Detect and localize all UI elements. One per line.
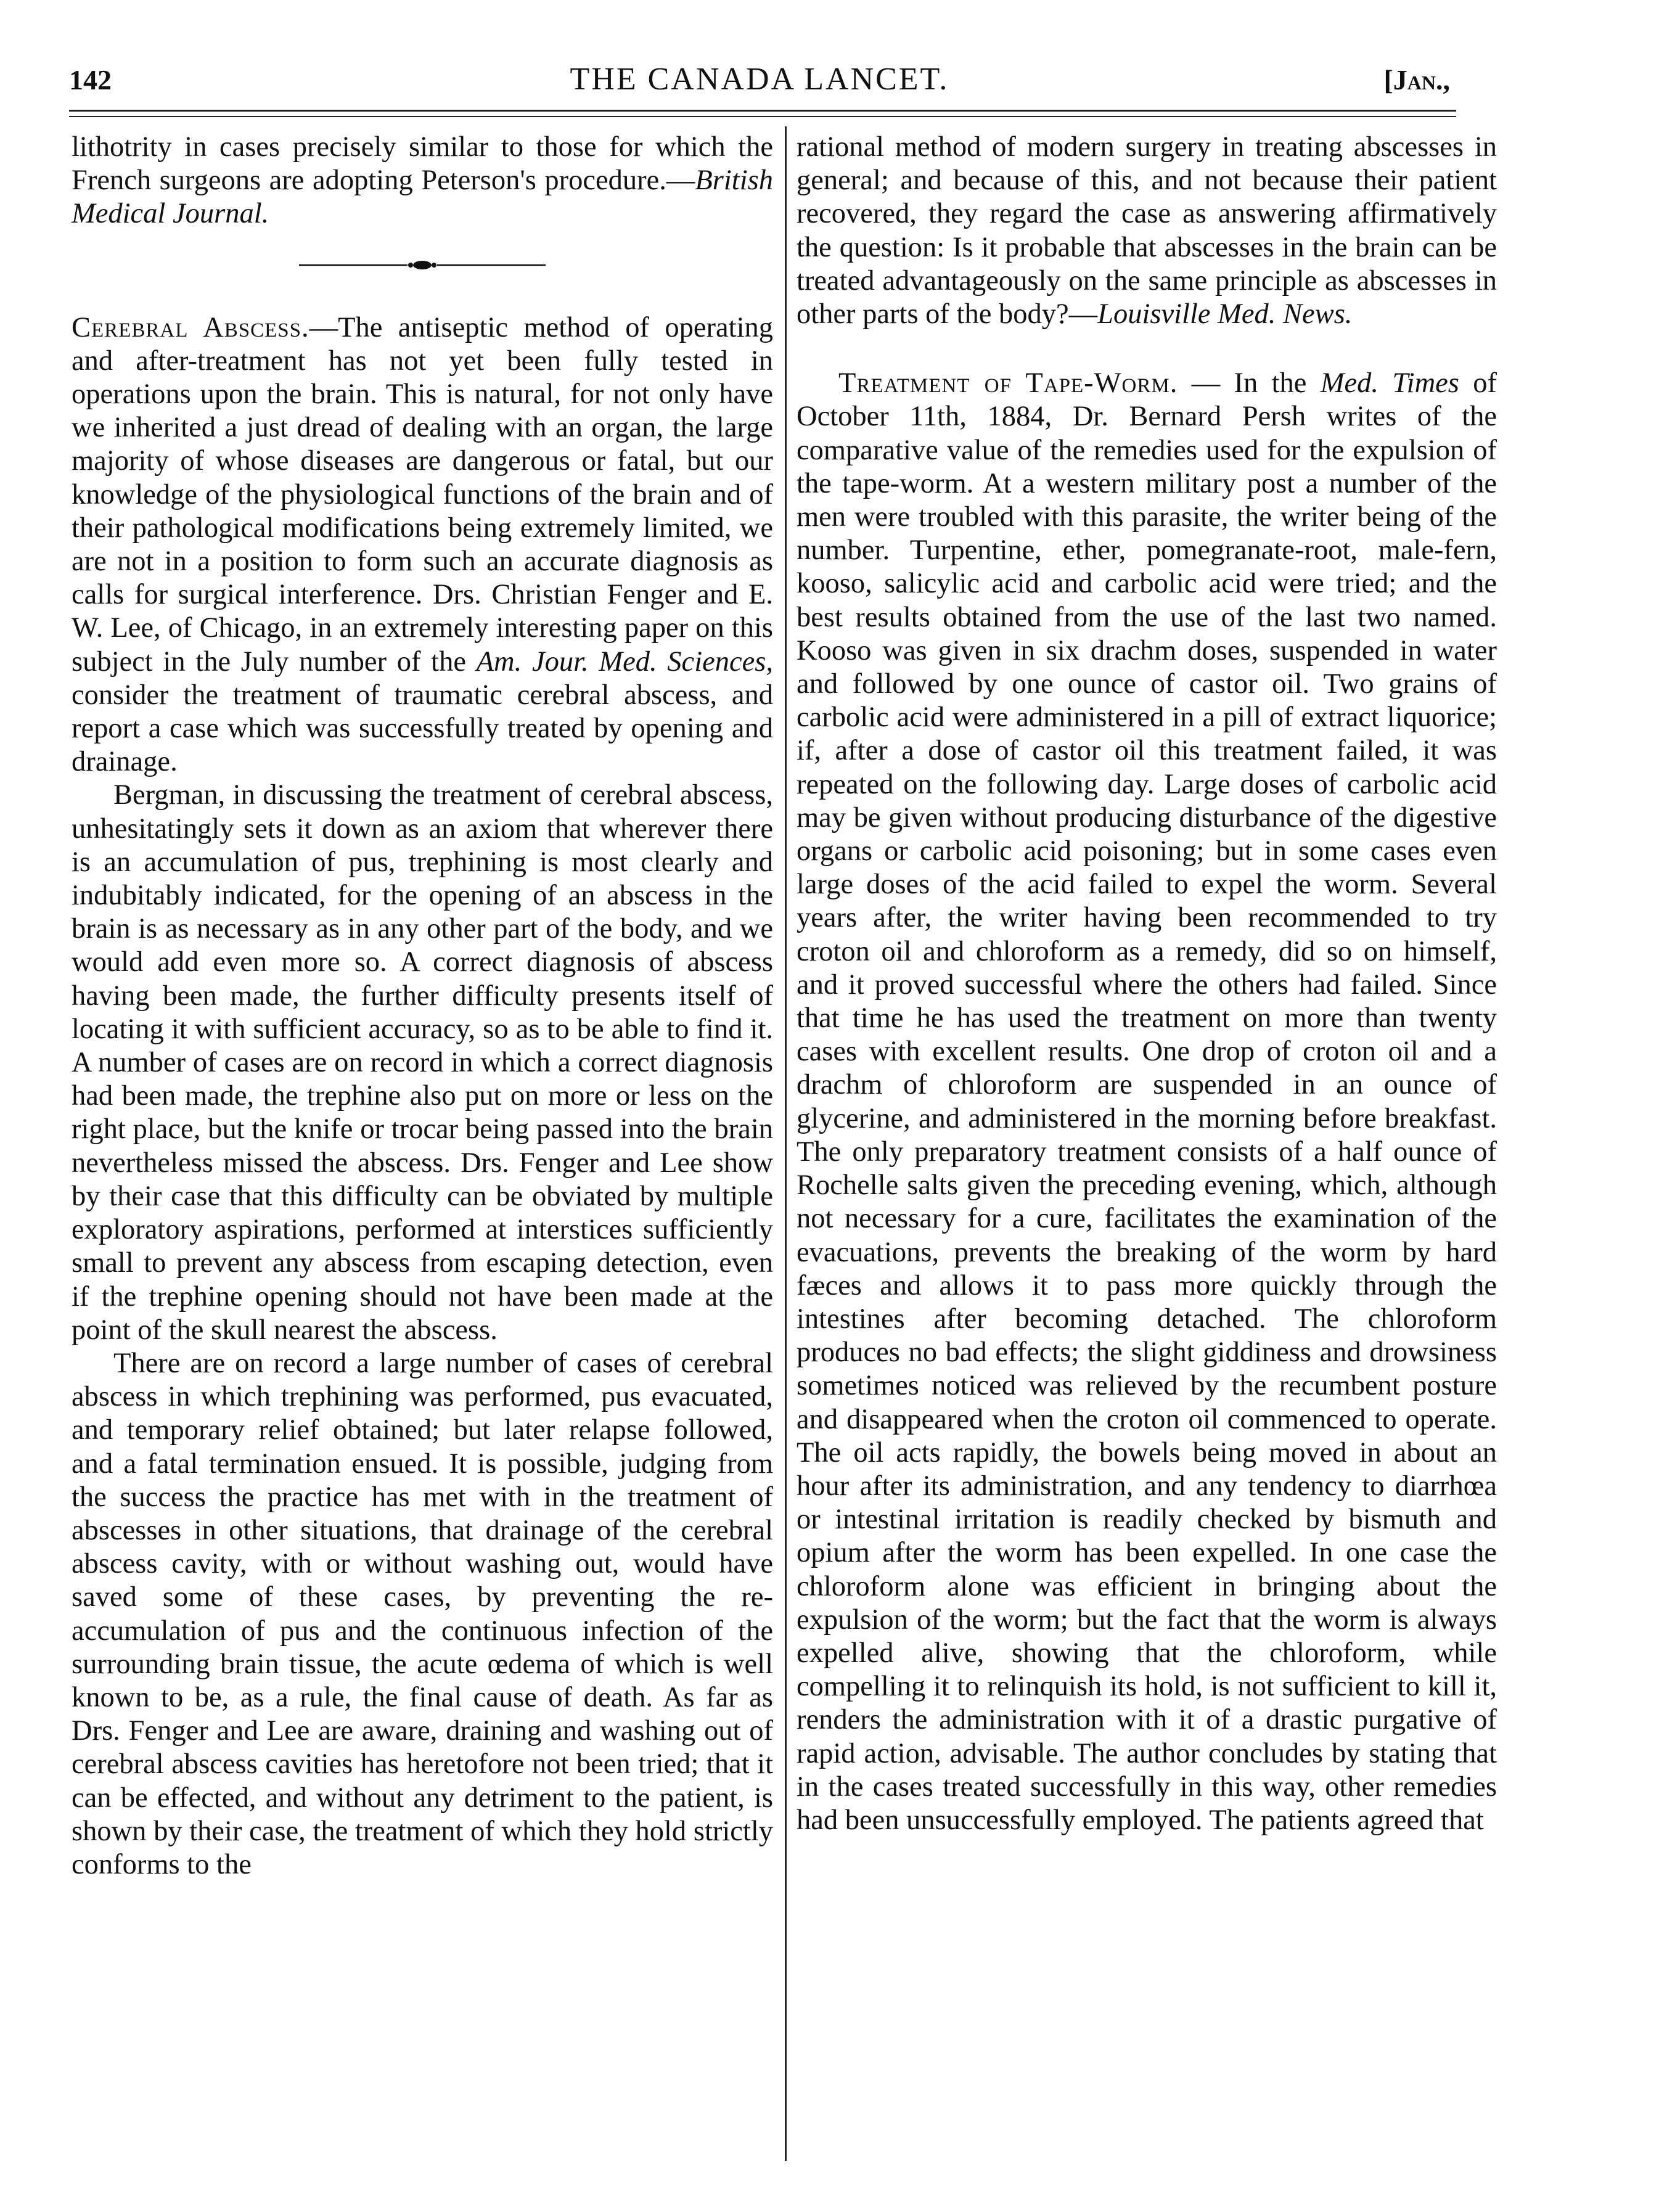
right-column bbox=[797, 131, 1497, 1837]
journal-citation: Am. Jour. Med. Sciences, bbox=[476, 645, 773, 678]
article-text: — In the bbox=[1178, 367, 1321, 399]
header-rule-secondary bbox=[69, 116, 1456, 117]
column-divider bbox=[785, 126, 787, 2161]
article-text: of October 11th, 1884, Dr. Bernard Persh writes of the comparative value of the remedies used for the expulsion of the tape-worm. At a western military post a number of the men were troubled with this parasite, the writer being of the number. Turpentine, ether, pomegranate-root, male-fern, kooso, salicylic acid and carbolic acid were tried; and the best results obtained from the use of the last two named. Kooso was given in six drachm doses, suspended in water and followed by one ounce of castor oil. Two grains of carbolic acid were administered in a pill of extract liquorice; if, after a dose of castor oil this treatment failed, it was repeated on the following day. Large doses of carbolic acid may be given without producing disturbance of the digestive organs or carbolic acid poisoning; but in some cases even large doses of the acid failed to expel the worm. Several years after, the writer having been recommended to try croton oil and chloroform as a remedy, did so on himself, and it proved successful where the others had failed. Since that time he has used the treatment on more than twenty cases with excellent results. One drop of croton oil and a drachm of chloroform are suspended in an ounce of glycerine, and administered in the morning before breakfast. The only preparatory treatment consists of a half ounce of Rochelle salts given the preceding evening, which, although not necessary for a cure, facilitates the examination of the evacuations, prevents the breaking of the worm by hard fæces and allows it to pass more quickly through the intestines after becoming detached. The chloroform produces no bad effects; the slight giddiness and drowsiness sometimes noticed was relieved by the recumbent posture and disappeared when the croton oil commenced to operate. The oil acts rapidly, the bowels being moved in about an hour after its administration, and any tendency to diarrhœa or intestinal irritation is readily checked by bismuth and opium after the worm has been expelled. In one case the chloroform alone was efficient in bringing about the expulsion of the worm; but the fact that the worm is always expelled alive, showing that the chloroform, while compelling it to relinquish its hold, is not sufficient to kill it, renders the administration with it of a drastic purgative of rapid action, advisable. The author concludes by stating that in the cases treated successfully in this way, other remedies had been unsuccessfully employed. The patients agreed that bbox=[797, 367, 1497, 1836]
header-rule bbox=[69, 110, 1456, 112]
article-paragraph: There are on record a large number of cases of cerebral abscess in which trephining was performed, pus evacuated, and temporary relief obtained; but later relapse followed, and a fatal termination ensued. It is possible, judging from the success the practice has met with in the treatment of abscesses in other situations, that drainage of the cerebral abscess cavity, with or without washing out, would have saved some of these cases, by preventing the re-accumulation of pus and the continuous infection of the surrounding brain tissue, the acute œdema of which is well known to be, as a rule, the final cause of death. As far as Drs. Fenger and Lee are aware, draining and washing out of cerebral abscess cavities has heretofore not been tried; that it can be effected, and without any detriment to the patient, is shown by their case, the treatment of which they hold strictly conforms to the bbox=[72, 1347, 773, 1880]
left-column bbox=[72, 131, 773, 1882]
article-text: consider the treatment of traumatic cerebral abscess, and report a case which was successfully treated by opening and drainage. bbox=[72, 679, 773, 778]
continuation-paragraph bbox=[797, 131, 1497, 331]
section-ornament bbox=[293, 257, 552, 273]
page-number: 142 bbox=[69, 64, 112, 96]
article-paragraph bbox=[797, 367, 1497, 1837]
source-citation: British Medical Journal. bbox=[72, 165, 773, 230]
source-citation: Louisville Med. News. bbox=[1097, 298, 1353, 330]
article-paragraph bbox=[72, 311, 773, 779]
continuation-text: lithotrity in cases precisely similar to those for which the French surgeons are adopting Peterson's procedure.— bbox=[72, 131, 773, 197]
issue-label: [Jan., bbox=[1383, 64, 1450, 96]
article-title: Treatment of Tape-Worm. bbox=[838, 367, 1178, 399]
article-title: Cerebral Abscess. bbox=[72, 311, 309, 343]
article-paragraph: Bergman, in discussing the treatment of cerebral abscess, unhesitatingly sets it down as an axiom that wherever there is an accumulation of pus, trephining is most clearly and indubitably indicated, for the opening of an abscess in the brain is as necessary as in any other part of the body, and we would add even more so. A correct diagnosis of abscess having been made, the further difficulty presents itself of locating it with sufficient accuracy, so as to be able to find it. A number of cases are on record in which a correct diagnosis had been made, the trephine also put on more or less on the right place, but the knife or trocar being passed into the brain nevertheless missed the abscess. Drs. Fenger and Lee show by their case that this difficulty can be obviated by multiple exploratory aspirations, performed at interstices sufficiently small to prevent any abscess from escaping detection, even if the trephine opening should not have been made at the point of the skull nearest the abscess. bbox=[72, 779, 773, 1346]
journal-title: THE CANADA LANCET. bbox=[570, 62, 949, 97]
continuation-text: rational method of modern surgery in treating abscesses in general; and because of this, and not because their patient recovered, they regard the case as answering affirmatively the question: Is it probable that abscesses in the brain can be treated advantageously on the same principle as abscesses in other parts of the body?— bbox=[797, 131, 1497, 330]
journal-citation: Med. Times bbox=[1320, 367, 1459, 399]
continuation-paragraph bbox=[72, 131, 773, 231]
article-text: —The antiseptic method of operating and after-treatment has not yet been fully tested in operations upon the brain. This is natural, for not only have we inherited a just dread of dealing with an organ, the large majority of whose diseases are dangerous or fatal, but our knowledge of the physiological functions of the brain and of their pathological modifications being extremely limited, we are not in a position to form such an accurate diagnosis as calls for surgical interference. Drs. Christian Fenger and E. W. Lee, of Chicago, in an extremely interesting paper on this subject in the July number of the bbox=[72, 311, 773, 678]
running-head bbox=[69, 59, 1450, 108]
